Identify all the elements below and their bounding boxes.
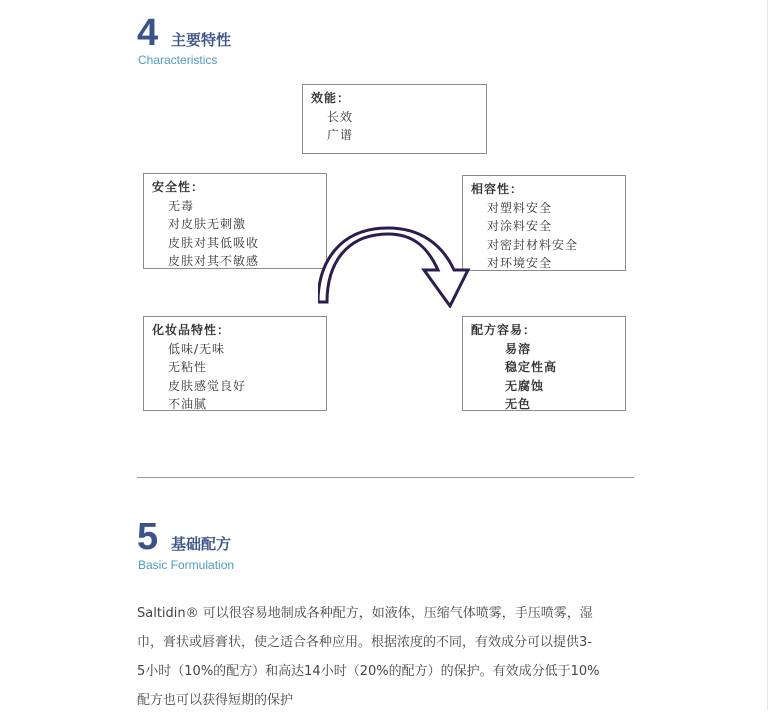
formulation-paragraph [137,599,637,715]
box-formulation-title: 配方容易： [471,323,537,337]
section4-subtitle: Characteristics [138,53,218,67]
box-cosmetic-title: 化妆品特性： [152,323,231,337]
curved-arrow-icon [318,226,478,308]
list-item: 皮肤感觉良好 [168,378,247,393]
section4-title: 主要特性 [171,31,232,49]
box-efficacy-title: 效能： [311,91,351,105]
list-item: 低味/无味 [168,341,226,356]
box-cosmetic [143,316,327,411]
list-item: 易溶 [505,341,532,356]
list-item: 广谱 [327,128,354,142]
list-item: 对密封材料安全 [487,237,579,252]
list-item: 对皮肤无刺激 [168,217,247,231]
box-cosmetic-items [152,340,326,414]
box-safety-items [152,197,326,271]
section5-subtitle: Basic Formulation [138,558,235,572]
paragraph-line: 配方也可以获得短期的保护 [137,693,294,708]
list-item: 无粘性 [168,360,208,374]
list-item: 对涂料安全 [487,219,553,233]
list-item: 皮肤对其低吸收 [168,235,260,250]
box-efficacy-items [311,108,486,145]
paragraph-line: 5小时（10%的配方）和高达14小时（20%的配方）的保护。有效成分低于10% [137,664,600,679]
list-item: 无毒 [168,198,195,213]
list-item: 稳定性高 [505,360,558,374]
list-item: 对塑料安全 [487,200,553,215]
arrow-shape [318,228,468,306]
box-efficacy [302,84,487,154]
list-item: 对环境安全 [487,256,553,270]
paragraph-line: Saltidin® 可以很容易地制成各种配方，如液体，压缩气体喷雾，手压喷雾，湿 [137,606,593,621]
page-right-edge [767,0,768,710]
box-safety-title: 安全性： [152,180,205,194]
list-item: 无腐蚀 [505,378,545,393]
list-item: 无色 [505,397,532,411]
section5-title: 基础配方 [171,535,232,553]
paragraph-line: 巾，膏状或唇膏状，使之适合各种应用。根据浓度的不同，有效成分可以提供3- [137,635,592,650]
section5-number: 5 [137,516,159,558]
box-compatibility [462,175,626,271]
list-item: 长效 [327,109,354,124]
section-divider [137,477,634,478]
list-item: 不油腻 [168,397,208,411]
box-compatibility-title: 相容性： [471,182,524,196]
box-formulation-items [471,340,625,414]
box-safety [143,173,327,269]
list-item: 皮肤对其不敏感 [168,254,260,268]
box-compatibility-items [471,199,625,273]
section4-number: 4 [137,12,159,54]
box-formulation [462,316,626,411]
